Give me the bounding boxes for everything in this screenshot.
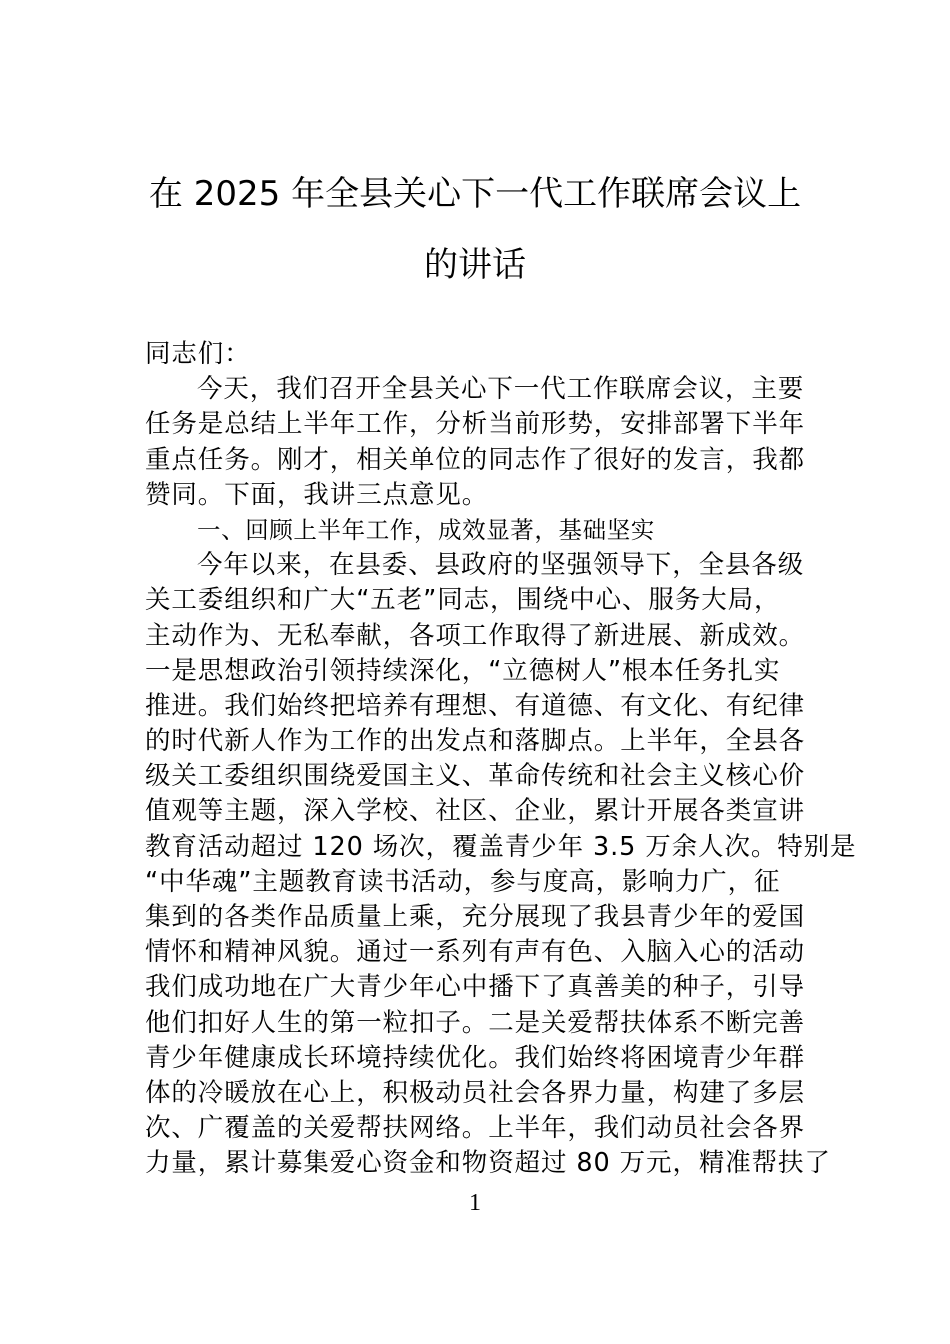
paragraph-line: 值观等主题，深入学校、社区、企业，累计开展各类宣讲 — [145, 796, 806, 827]
paragraph-line: 主动作为、无私奉献，各项工作取得了新进展、新成效。 — [145, 620, 806, 651]
paragraph-line: 青少年健康成长环境持续优化。我们始终将困境青少年群 — [145, 1042, 806, 1073]
paragraph-line: 重点任务。刚才，相关单位的同志作了很好的发言，我都 — [145, 444, 806, 475]
document-body — [145, 337, 857, 1182]
page-number: 1 — [469, 1190, 481, 1216]
paragraph-line: 关工委组织和广大“五老”同志，围绕中心、服务大局， — [145, 585, 781, 616]
paragraph-line: 他们扣好人生的第一粒扣子。二是关爱帮扶体系不断完善 — [145, 1007, 806, 1038]
section-heading: 一、回顾上半年工作，成效显著，基础坚实 — [197, 515, 655, 544]
paragraph-line: “中华魂”主题教育读书活动，参与度高，影响力广，征 — [145, 866, 781, 897]
paragraph-line: 体的冷暖放在心上，积极动员社会各界力量，构建了多层 — [145, 1077, 806, 1108]
paragraph-line: 今天，我们召开全县关心下一代工作联席会议，主要 — [197, 374, 805, 405]
document-title-line-2: 的讲话 — [424, 245, 526, 285]
paragraph-line: 我们成功地在广大青少年心中播下了真善美的种子，引导 — [145, 972, 806, 1003]
paragraph-line: 任务是总结上半年工作，分析当前形势，安排部署下半年 — [145, 409, 806, 440]
salutation: 同志们： — [145, 339, 251, 369]
paragraph-line: 一是思想政治引领持续深化，“立德树人”根本任务扎实 — [145, 655, 781, 686]
paragraph-line: 力量，累计募集爱心资金和物资超过 80 万元，精准帮扶了 — [145, 1148, 831, 1179]
paragraph-line: 赞同。下面，我讲三点意见。 — [145, 479, 489, 510]
paragraph-line: 教育活动超过 120 场次，覆盖青少年 3.5 万余人次。特别是 — [145, 831, 857, 862]
paragraph-line: 今年以来，在县委、县政府的坚强领导下，全县各级 — [197, 550, 805, 581]
document-title-line-1: 在 2025 年全县关心下一代工作联席会议上 — [148, 174, 802, 214]
paragraph-line: 推进。我们始终把培养有理想、有道德、有文化、有纪律 — [145, 690, 806, 721]
paragraph-line: 情怀和精神风貌。通过一系列有声有色、入脑入心的活动 — [145, 937, 806, 968]
paragraph-line: 级关工委组织围绕爱国主义、革命传统和社会主义核心价 — [145, 761, 806, 792]
paragraph-line: 次、广覆盖的关爱帮扶网络。上半年，我们动员社会各界 — [145, 1113, 806, 1144]
paragraph-line: 集到的各类作品质量上乘，充分展现了我县青少年的爱国 — [145, 902, 806, 932]
paragraph-line: 的时代新人作为工作的出发点和落脚点。上半年，全县各 — [145, 726, 806, 757]
